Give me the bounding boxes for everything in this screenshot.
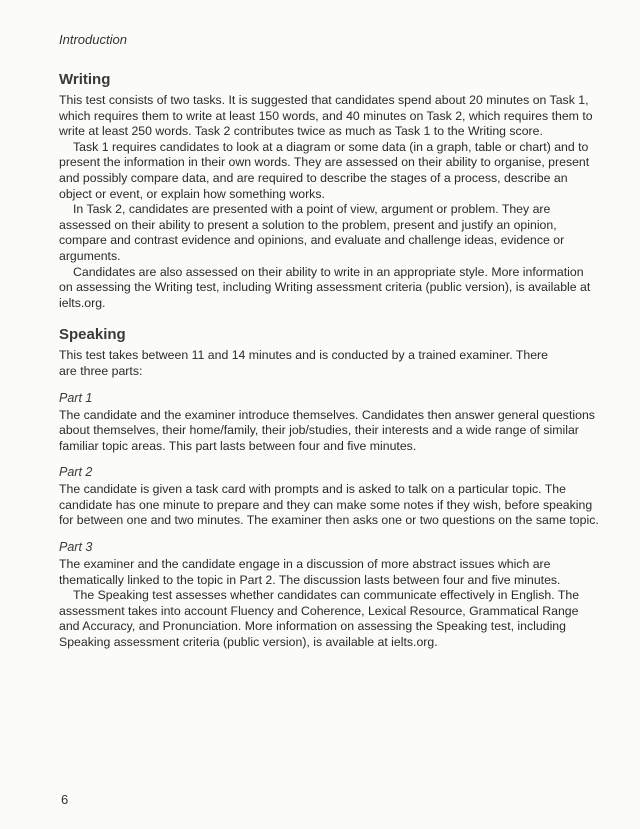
- part-3-text: The examiner and the candidate engage in a discussion of more abstract issues which are thematically linked to the topic in Part 2. The discussion lasts between four and five minutes.: [59, 557, 561, 587]
- writing-heading: Writing: [59, 71, 111, 88]
- speaking-section: [59, 325, 599, 650]
- running-head: Introduction: [59, 32, 127, 47]
- writing-paragraph: In Task 2, candidates are presented with a point of view, argument or problem. They are assessed on their ability to present a solution to the problem, present and justify an opinion, compare and contrast evidence and opinions, and evaluate and challenge ideas, evidence or arguments.: [59, 202, 565, 263]
- page-content: [59, 70, 599, 651]
- speaking-intro: This test takes between 11 and 14 minutes and is conducted by a trained examiner. There are three parts:: [59, 348, 548, 378]
- part-1-text: The candidate and the examiner introduce themselves. Candidates then answer general questions about themselves, their home/family, their job/studies, their interests and a wide range of similar familiar topic areas. This part lasts between four and five minutes.: [59, 407, 595, 453]
- speaking-heading: Speaking: [59, 326, 126, 344]
- part-3-heading: Part 3: [59, 540, 93, 555]
- part-1-heading: Part 1: [59, 390, 93, 405]
- writing-paragraph: Task 1 requires candidates to look at a diagram or some data (in a graph, table or chart) and to present the information in their own words. They are assessed on their ability to organise, present and possibly compare data, and are required to describe the stages of a process, describe an object or event, or explain how something works.: [59, 139, 590, 201]
- part-2-text: The candidate is given a task card with prompts and is asked to talk on a particular topic. The candidate has one minute to prepare and they can make some notes if they wish, before speaking for between one and two minutes. The examiner then asks one or two questions on the same topic.: [59, 482, 599, 528]
- part-2-heading: Part 2: [59, 465, 93, 480]
- speaking-closing-paragraph: The Speaking test assesses whether candidates can communicate effectively in English. The assessment takes into account Fluency and Coherence, Lexical Resource, Grammatical Range and Accuracy, and Pronunciation. More information on assessing the Speaking test, including Speaking assessment criteria (public version), is available at ielts.org.: [59, 588, 580, 650]
- writing-paragraph: Candidates are also assessed on their ability to write in an appropriate style. More information on assessing the Writing test, including Writing assessment criteria (public version), is available at ielts.org.: [59, 264, 591, 310]
- page-number: 6: [61, 792, 69, 807]
- writing-section: [59, 70, 599, 311]
- writing-paragraph: This test consists of two tasks. It is suggested that candidates spend about 20 minutes on Task 1, which requires them to write at least 150 words, and 40 minutes on Task 2, which requires them to write at least 250 words. Task 2 contributes twice as much as Task 1 to the Writing score.: [59, 93, 593, 139]
